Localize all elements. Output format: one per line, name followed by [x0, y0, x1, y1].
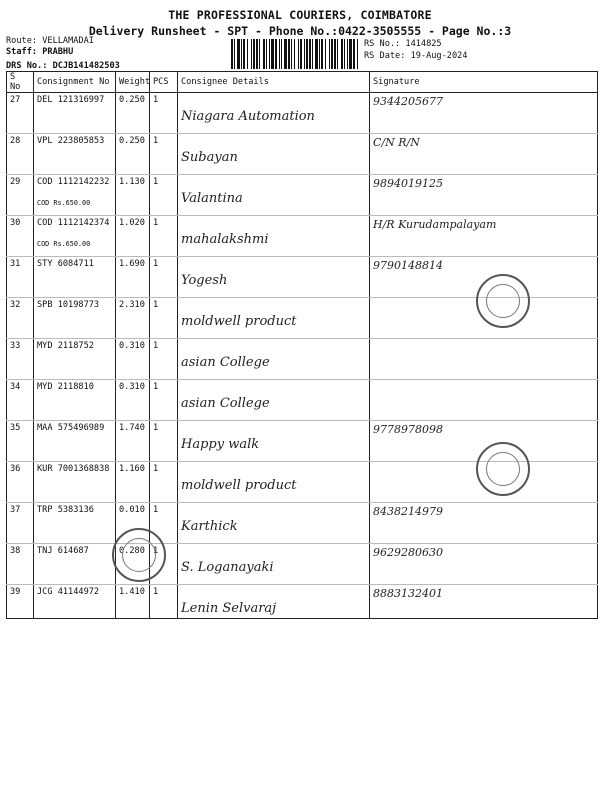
barcode-bar	[234, 39, 235, 69]
table-row	[7, 503, 598, 544]
pcs-cell: 1	[150, 462, 178, 503]
barcode-bar	[319, 39, 320, 69]
signature-cell	[370, 503, 598, 544]
consignee-name: Lenin Selvaraj	[181, 601, 277, 616]
consignee-name: Niagara Automation	[181, 109, 315, 124]
barcode-bar	[344, 39, 345, 69]
weight-cell: 1.690	[116, 257, 150, 298]
barcode-bar	[321, 39, 323, 69]
signature-text: 9629280630	[373, 546, 443, 559]
consignment-cell	[34, 257, 116, 298]
pcs-cell: 1	[150, 257, 178, 298]
table-row	[7, 216, 598, 257]
weight-cell: 0.280	[116, 544, 150, 585]
consignee-cell	[178, 503, 370, 544]
staff-label: Staff: PRABHU	[6, 47, 74, 57]
consignment-number: MYD 2118752	[37, 341, 94, 351]
barcode-bar	[259, 39, 260, 69]
signature-text: 9790148814	[373, 259, 443, 272]
consignee-name: asian College	[181, 355, 270, 370]
consignee-cell	[178, 380, 370, 421]
consignment-number: COD 1112142374	[37, 218, 110, 228]
consignee-cell	[178, 585, 370, 619]
table-row	[7, 339, 598, 380]
barcode-bar	[291, 39, 292, 69]
consignment-cell	[34, 175, 116, 216]
pcs-cell: 1	[150, 298, 178, 339]
document-subtitle: Delivery Runsheet - SPT - Phone No.:0422-3505555 - Page No.:3	[88, 24, 512, 38]
barcode-bar	[329, 39, 330, 69]
signature-cell	[370, 380, 598, 421]
barcode-bar	[304, 39, 305, 69]
pcs-cell: 1	[150, 175, 178, 216]
sno-cell: 34	[7, 380, 34, 421]
weight-cell: 0.310	[116, 339, 150, 380]
cod-amount: COD Rs.650.00	[37, 240, 91, 248]
consignee-cell	[178, 339, 370, 380]
consignee-cell	[178, 216, 370, 257]
consignee-name: Subayan	[181, 150, 238, 165]
sno-cell: 30	[7, 216, 34, 257]
weight-cell: 1.130	[116, 175, 150, 216]
consignment-number: TRP 5383136	[37, 505, 94, 515]
sno-cell: 29	[7, 175, 34, 216]
weight-cell: 1.410	[116, 585, 150, 619]
consignment-number: MYD 2118810	[37, 382, 94, 392]
table-row	[7, 134, 598, 175]
signature-text: C/N R/N	[373, 136, 420, 149]
barcode-bar	[271, 39, 274, 69]
signature-text: 9778978098	[373, 423, 443, 436]
consignment-number: VPL 223805853	[37, 136, 105, 146]
consignee-cell	[178, 544, 370, 585]
signature-cell	[370, 339, 598, 380]
consignee-name: Karthick	[181, 519, 238, 534]
barcode-bar	[269, 39, 270, 69]
table-header-row	[7, 72, 598, 93]
consignment-number: JCG 41144972	[37, 587, 100, 597]
pcs-cell: 1	[150, 380, 178, 421]
stamp-icon	[476, 274, 530, 328]
consignment-cell	[34, 380, 116, 421]
document-title: THE PROFESSIONAL COURIERS, COIMBATORE	[168, 8, 432, 22]
pcs-cell: 1	[150, 339, 178, 380]
barcode-bar	[357, 39, 358, 69]
consignee-name: mahalakshmi	[181, 232, 269, 247]
sno-cell: 27	[7, 93, 34, 134]
consignment-number: MAA 575496989	[37, 423, 105, 433]
consignment-cell	[34, 503, 116, 544]
consignment-number: TNJ 614687	[37, 546, 89, 556]
table-row	[7, 93, 598, 134]
barcode-bar	[266, 39, 267, 69]
barcode-bar	[337, 39, 338, 69]
pcs-cell: 1	[150, 544, 178, 585]
barcode-bar	[281, 39, 282, 69]
cod-amount: COD Rs.650.00	[37, 199, 91, 207]
consignment-cell	[34, 93, 116, 134]
sno-cell: 35	[7, 421, 34, 462]
barcode-bar	[312, 39, 313, 69]
signature-text: 9344205677	[373, 95, 443, 108]
barcode-bar	[331, 39, 333, 69]
weight-cell: 0.010	[116, 503, 150, 544]
barcode-bar	[275, 39, 277, 69]
signature-cell	[370, 134, 598, 175]
barcode-bar	[315, 39, 318, 69]
consignment-cell	[34, 544, 116, 585]
barcode-bar	[231, 39, 233, 69]
consignee-name: Yogesh	[181, 273, 228, 288]
col-sno: S No	[7, 72, 34, 93]
barcode-bar	[300, 39, 302, 69]
barcode-bar	[247, 39, 248, 69]
runsheet-table	[6, 71, 598, 619]
barcode-icon	[231, 39, 358, 69]
barcode-bar	[347, 39, 348, 69]
signature-text: 8883132401	[373, 587, 443, 600]
consignee-cell	[178, 175, 370, 216]
barcode-bar	[334, 39, 336, 69]
signature-cell	[370, 175, 598, 216]
barcode-bar	[306, 39, 308, 69]
pcs-cell: 1	[150, 421, 178, 462]
consignee-name: Happy walk	[181, 437, 260, 452]
consignee-cell	[178, 298, 370, 339]
consignee-cell	[178, 257, 370, 298]
consignment-cell	[34, 216, 116, 257]
consignee-cell	[178, 134, 370, 175]
weight-cell: 0.250	[116, 134, 150, 175]
signature-text: H/R Kurudampalayam	[373, 218, 497, 231]
consignment-cell	[34, 421, 116, 462]
signature-text: 8438214979	[373, 505, 443, 518]
weight-cell: 1.160	[116, 462, 150, 503]
sno-cell: 39	[7, 585, 34, 619]
consignment-number: KUR 7001368838	[37, 464, 110, 474]
weight-cell: 0.310	[116, 380, 150, 421]
consignee-cell	[178, 93, 370, 134]
stamp-icon	[476, 442, 530, 496]
barcode-bar	[279, 39, 280, 69]
table-row	[7, 585, 598, 619]
consignment-number: SPB 10198773	[37, 300, 100, 310]
consignee-cell	[178, 421, 370, 462]
barcode-bar	[241, 39, 242, 69]
barcode-bar	[349, 39, 352, 69]
pcs-cell: 1	[150, 93, 178, 134]
barcode-bar	[353, 39, 355, 69]
table-row	[7, 380, 598, 421]
consignment-number: STY 6084711	[37, 259, 94, 269]
consignee-name: moldwell product	[181, 478, 297, 493]
rs-number: RS No.: 1414825	[364, 39, 442, 49]
rs-date: RS Date: 19-Aug-2024	[364, 51, 468, 61]
table-row	[7, 175, 598, 216]
table-row	[7, 544, 598, 585]
barcode-bar	[253, 39, 255, 69]
barcode-bar	[341, 39, 343, 69]
barcode-bar	[237, 39, 240, 69]
consignee-name: moldwell product	[181, 314, 297, 329]
col-pcs: PCS	[150, 72, 178, 93]
signature-text: 9894019125	[373, 177, 443, 190]
consignment-cell	[34, 585, 116, 619]
signature-cell	[370, 585, 598, 619]
stamp-icon	[112, 528, 166, 582]
signature-cell	[370, 544, 598, 585]
barcode-bar	[298, 39, 299, 69]
weight-cell: 1.020	[116, 216, 150, 257]
consignee-name: S. Loganayaki	[181, 560, 274, 575]
barcode-bar	[243, 39, 245, 69]
consignee-name: Valantina	[181, 191, 243, 206]
col-signature: Signature	[370, 72, 598, 93]
consignment-number: DEL 121316997	[37, 95, 105, 105]
barcode-bar	[294, 39, 295, 69]
sno-cell: 36	[7, 462, 34, 503]
barcode-bar	[288, 39, 290, 69]
pcs-cell: 1	[150, 503, 178, 544]
consignment-number: COD 1112142232	[37, 177, 110, 187]
col-consignment: Consignment No	[34, 72, 116, 93]
weight-cell: 1.740	[116, 421, 150, 462]
weight-cell: 2.310	[116, 298, 150, 339]
sno-cell: 38	[7, 544, 34, 585]
route-label: Route: VELLAMADAI	[6, 36, 94, 46]
barcode-bar	[263, 39, 265, 69]
sno-cell: 32	[7, 298, 34, 339]
barcode-bar	[325, 39, 326, 69]
col-weight: Weight	[116, 72, 150, 93]
drs-number: DRS No.: DCJB141482503	[6, 61, 120, 71]
consignment-cell	[34, 298, 116, 339]
consignee-cell	[178, 462, 370, 503]
sno-cell: 28	[7, 134, 34, 175]
signature-cell	[370, 93, 598, 134]
barcode-bar	[251, 39, 252, 69]
pcs-cell: 1	[150, 585, 178, 619]
pcs-cell: 1	[150, 134, 178, 175]
consignee-name: asian College	[181, 396, 270, 411]
col-consignee: Consignee Details	[178, 72, 370, 93]
consignment-cell	[34, 462, 116, 503]
barcode-bar	[284, 39, 287, 69]
signature-cell	[370, 216, 598, 257]
weight-cell: 0.250	[116, 93, 150, 134]
sno-cell: 37	[7, 503, 34, 544]
barcode-bar	[309, 39, 311, 69]
sno-cell: 33	[7, 339, 34, 380]
consignment-cell	[34, 339, 116, 380]
consignment-cell	[34, 134, 116, 175]
pcs-cell: 1	[150, 216, 178, 257]
sno-cell: 31	[7, 257, 34, 298]
barcode-bar	[256, 39, 258, 69]
